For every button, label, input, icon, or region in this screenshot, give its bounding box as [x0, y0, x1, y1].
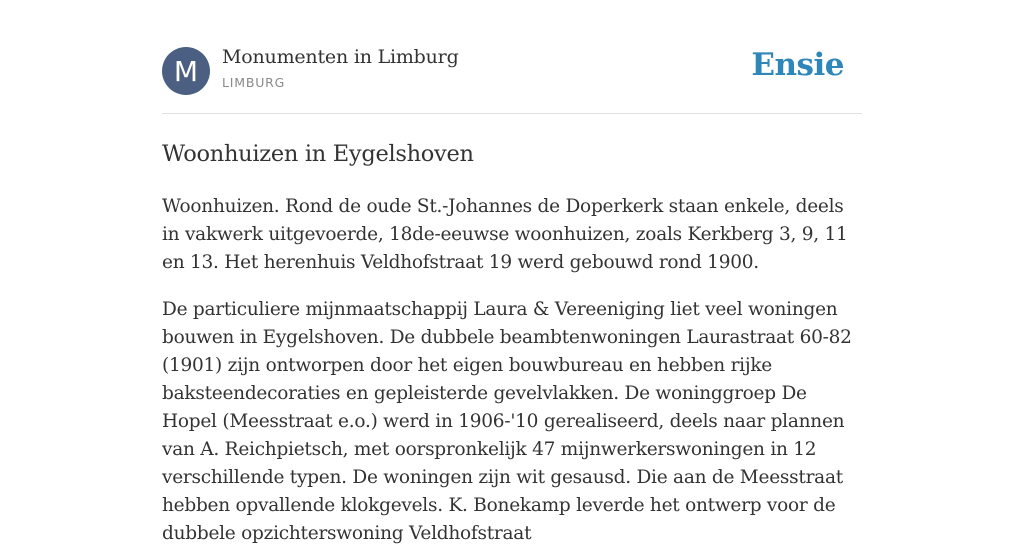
- article-paragraph: Woonhuizen. Rond de oude St.-Johannes de Doperkerk staan enkele, deels in vakwerk uitgevoerde, 18de-eeuwse woonhuizen, zoals Kerkberg 3, 9, 11 en 13. Het herenhuis Veldhofstraat 19 werd gebouwd rond 1900.: [162, 196, 848, 274]
- site-header: [162, 0, 862, 114]
- article-title: Woonhuizen in Eygelshoven: [162, 141, 474, 167]
- brand-logo[interactable]: Ensie: [751, 47, 844, 83]
- site-name-link[interactable]: Monumenten in Limburg: [222, 46, 459, 68]
- site-avatar[interactable]: M: [162, 47, 210, 95]
- page: [162, 0, 862, 548]
- site-category: LIMBURG: [222, 75, 286, 90]
- article-paragraph: De particuliere mijnmaatschappij Laura & Vereeniging liet veel woningen bouwen in Eygelshoven. De dubbele beambtenwoningen Laurastraat 60-82 (1901) zijn ontworpen door het eigen bouwbureau en hebben rijke baksteendecoraties en gepleisterde gevelvlakken. De woninggroep De Hopel (Meesstraat e.o.) werd in 1906-'10 gerealiseerd, deels naar plannen van A. Reichpietsch, met oorspronkelijk 47 mijnwerkerswoningen in 12 verschillende typen. De woningen zijn wit gesausd. Die aan de Meesstraat hebben opvallende klokgevels. K. Bonekamp leverde het ontwerp voor de dubbele opzichterswoning Veldhofstraat: [162, 299, 852, 545]
